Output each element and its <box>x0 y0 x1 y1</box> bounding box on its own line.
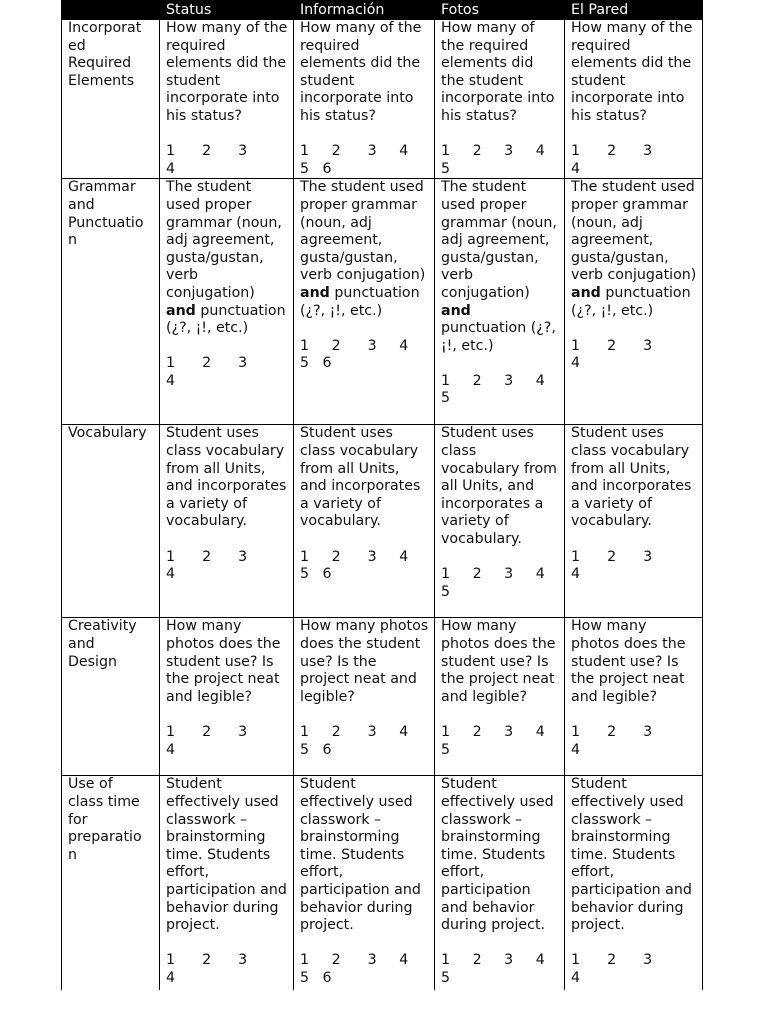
cell-description <box>441 179 559 355</box>
criterion-label: Creativity and Design <box>68 618 137 670</box>
rubric-cell <box>160 618 294 776</box>
score-options: 1 2 3 4 5 <box>441 372 545 407</box>
rubric-cell <box>435 20 565 179</box>
row-incorporated-elements <box>62 20 703 179</box>
description-text: punctuation (¿?, ¡!, etc.) <box>166 302 286 337</box>
rubric-cell <box>160 179 294 425</box>
score-options: 1 2 3 4 5 <box>441 952 545 986</box>
rubric-cell <box>435 618 565 776</box>
description-text: The student used proper grammar (noun, adj agreement, gusta/gustan, verb conjugation) <box>300 179 426 284</box>
score-options: 1 2 3 4 5 6 <box>300 337 409 372</box>
row-vocabulary <box>62 425 703 618</box>
row-label <box>62 618 160 776</box>
cell-description: How many photos does the student use? Is the project neat and legible? <box>441 618 556 705</box>
criterion-label: Use of class time for preparatio n <box>68 776 142 863</box>
row-label <box>62 425 160 618</box>
header-status: Status <box>160 1 294 20</box>
score-options: 1 2 3 4 5 <box>441 143 545 177</box>
rubric-cell <box>160 425 294 618</box>
cell-description: How many of the required elements did the student incorporate into his status? <box>300 20 422 124</box>
score-options: 1 2 3 4 <box>571 723 653 758</box>
cell-description: Student uses class vocabulary from all Units, and incorporates a variety of vocabulary. <box>571 425 692 530</box>
cell-description: Student effectively used classwork – brainstorming time. Students effort, participation and behavior during project. <box>300 776 421 934</box>
cell-description: How many photos does the student use? Is the project neat and legible? <box>166 618 281 705</box>
cell-description: Student uses class vocabulary from all Units, and incorporates a variety of vocabulary. <box>166 425 287 530</box>
description-text: punctuation (¿?, ¡!, etc.) <box>571 284 691 319</box>
score-options: 1 2 3 4 5 6 <box>300 952 409 986</box>
score-options: 1 2 3 4 <box>166 355 248 389</box>
score-options: 1 2 3 4 <box>571 952 653 986</box>
cell-description: Student effectively used classwork – brainstorming time. Students effort, participation and behavior during project. <box>441 776 554 934</box>
score-options: 1 2 3 4 <box>571 143 653 177</box>
rubric-cell <box>565 618 703 776</box>
rubric-cell <box>294 618 435 776</box>
cell-description <box>571 179 697 320</box>
rubric-cell <box>294 425 435 618</box>
score-options: 1 2 3 4 5 6 <box>300 143 409 177</box>
rubric-cell <box>565 179 703 425</box>
rubric-cell <box>294 776 435 991</box>
bold-and: and <box>300 284 330 301</box>
rubric-cell <box>565 776 703 991</box>
description-text: punctuation (¿?, ¡!, etc.) <box>441 320 556 354</box>
criterion-label: Grammar and Punctuatio n <box>68 179 144 249</box>
score-options: 1 2 3 4 5 <box>441 723 545 758</box>
description-text: punctuation (¿?, ¡!, etc.) <box>300 284 420 319</box>
rubric-table <box>61 0 703 990</box>
cell-description <box>300 179 429 320</box>
rubric-cell <box>294 179 435 425</box>
description-text: The student used proper grammar (noun, adj agreement, gusta/gustan, verb conjugation) <box>571 179 697 284</box>
score-options: 1 2 3 4 5 6 <box>300 723 409 758</box>
cell-description: How many of the required elements did the student incorporate into his status? <box>166 20 288 124</box>
rubric-cell <box>435 425 565 618</box>
score-options: 1 2 3 4 <box>166 548 248 583</box>
cell-description: How many photos does the student use? Is the project neat and legible? <box>300 618 429 705</box>
criterion-label: Incorporat ed Required Elements <box>68 20 142 89</box>
row-label <box>62 179 160 425</box>
score-options: 1 2 3 4 5 6 <box>300 548 409 583</box>
row-class-time <box>62 776 703 991</box>
description-text: The student used proper grammar (noun, adj agreement, gusta/gustan, verb conjugation) <box>166 179 282 301</box>
cell-description: How many photos does the student use? Is the project neat and legible? <box>571 618 686 705</box>
score-options: 1 2 3 4 <box>571 337 653 372</box>
row-creativity-design <box>62 618 703 776</box>
cell-description: Student uses class vocabulary from all Units, and incorporates a variety of vocabulary. <box>441 425 557 547</box>
cell-description <box>166 179 288 337</box>
rubric-cell <box>565 425 703 618</box>
cell-description: How many of the required elements did the student incorporate into his status? <box>571 20 693 124</box>
rubric-cell <box>565 20 703 179</box>
score-options: 1 2 3 4 <box>571 548 653 583</box>
score-options: 1 2 3 4 5 <box>441 566 545 600</box>
bold-and: and <box>166 302 196 319</box>
score-options: 1 2 3 4 <box>166 143 248 177</box>
rubric-cell <box>435 179 565 425</box>
cell-description: Student uses class vocabulary from all Units, and incorporates a variety of vocabulary. <box>300 425 421 530</box>
bold-and: and <box>441 302 471 319</box>
bold-and: and <box>571 284 601 301</box>
cell-description: Student effectively used classwork – brainstorming time. Students effort, participation and behavior during project. <box>571 776 692 934</box>
criterion-label: Vocabulary <box>68 425 147 442</box>
rubric-header <box>62 1 703 20</box>
cell-description: How many of the required elements did the student incorporate into his status? <box>441 20 555 124</box>
rubric-cell <box>160 776 294 991</box>
header-fotos: Fotos <box>435 1 565 20</box>
rubric-cell <box>294 20 435 179</box>
row-label <box>62 776 160 991</box>
cell-description: Student effectively used classwork – brainstorming time. Students effort, participation and behavior during project. <box>166 776 287 934</box>
description-text: The student used proper grammar (noun, adj agreement, gusta/gustan, verb conjugation) <box>441 179 557 301</box>
header-blank-cell <box>62 1 160 20</box>
score-options: 1 2 3 4 <box>166 952 248 986</box>
score-options: 1 2 3 4 <box>166 723 248 758</box>
header-el-pared: El Pared <box>565 1 703 20</box>
row-grammar-punctuation <box>62 179 703 425</box>
rubric-cell <box>160 20 294 179</box>
header-informacion: Información <box>294 1 435 20</box>
rubric-cell <box>435 776 565 991</box>
row-label <box>62 20 160 179</box>
